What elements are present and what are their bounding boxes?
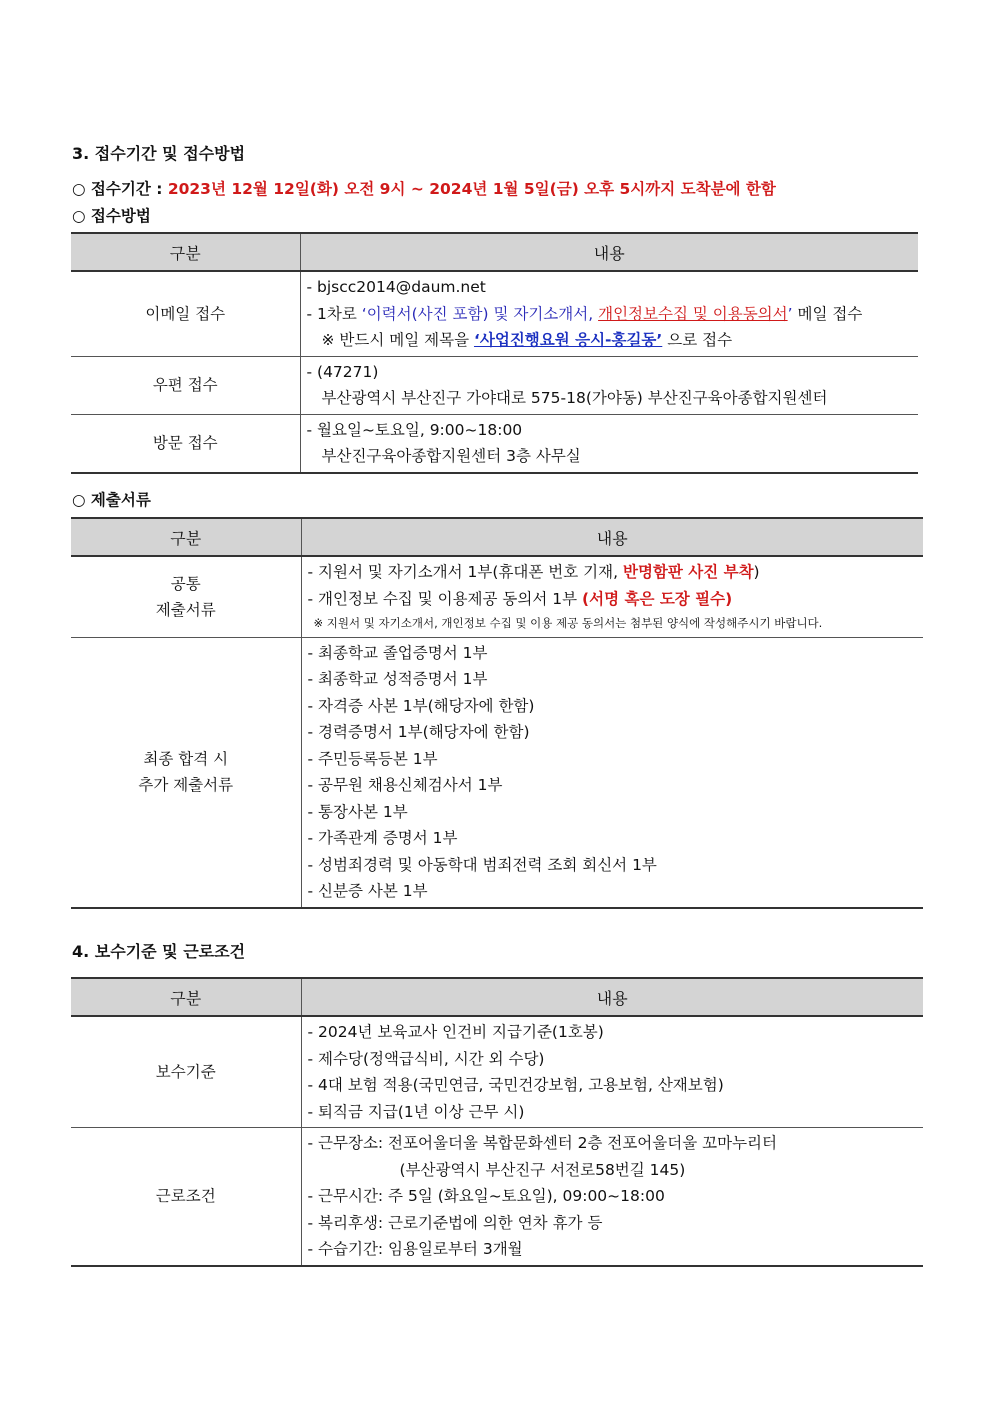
- visit-hours: - 월요일~토요일, 9:00~18:00: [306, 420, 523, 439]
- list-item: - 최종학교 성적증명서 1부: [307, 670, 488, 688]
- work-content: [301, 1128, 923, 1266]
- list-item: - 성범죄경력 및 아동학대 범죄전력 조회 회신서 1부: [307, 855, 657, 874]
- work-probation: - 수습기간: 임용일로부터 3개월: [307, 1240, 523, 1258]
- post-content: [300, 356, 918, 414]
- work-label: 근로조건: [71, 1128, 301, 1266]
- section4-title: 4. 보수기준 및 근로조건: [72, 942, 246, 961]
- work-benefits: - 복리후생: 근로기준법에 의한 연차 휴가 등: [307, 1213, 603, 1232]
- pay-header-right: 내용: [301, 978, 923, 1016]
- common-docs-line1: [308, 559, 924, 586]
- visit-location: 부산진구육아종합지원센터 3층 사무실: [321, 447, 581, 465]
- period-line: [72, 177, 776, 199]
- list-item: - 제수당(정액급식비, 시간 외 수당): [307, 1049, 545, 1068]
- method-label: ○ 접수방법: [72, 207, 151, 225]
- period-label: ○ 접수기간 :: [72, 180, 168, 198]
- work-place: - 근무장소: 전포어울더울 복합문화센터 2층 전포어울더울 꼬마누리터: [307, 1134, 777, 1152]
- final-docs-label: [71, 637, 301, 908]
- list-item: - 4대 보험 적용(국민연금, 국민건강보험, 고용보험, 산재보험): [307, 1076, 724, 1094]
- post-address: 부산광역시 부산진구 가야대로 575-18(가야동) 부산진구육아종합지원센터: [321, 389, 828, 407]
- post-label: 우편 접수: [71, 356, 300, 414]
- method-header-right: 내용: [300, 233, 918, 271]
- final-docs-label-1: 최종 합격 시: [143, 750, 229, 768]
- email-line2-red: 개인정보수집 및 이용동의서: [598, 304, 788, 323]
- common-docs-photo-note: 반명함판 사진 부착: [622, 563, 754, 582]
- method-table: [71, 232, 918, 474]
- docs-header-left: 구분: [71, 518, 301, 556]
- email-line3: [307, 327, 919, 354]
- list-item: - 최종학교 졸업증명서 1부: [307, 643, 488, 662]
- visit-content: [300, 414, 918, 473]
- pay-header-left: 구분: [71, 978, 301, 1016]
- list-item: - 퇴직금 지급(1년 이상 근무 시): [307, 1102, 525, 1121]
- work-hours: - 근무시간: 주 5일 (화요일~토요일), 09:00~18:00: [307, 1187, 665, 1205]
- docs-table: [71, 517, 923, 909]
- list-item: - 2024년 보육교사 인건비 지급기준(1호봉): [307, 1023, 604, 1041]
- common-docs-sign-note: (서명 혹은 도장 필수): [582, 589, 733, 608]
- method-header-left: 구분: [71, 233, 300, 271]
- list-item: - 공무원 채용신체검사서 1부: [307, 776, 503, 794]
- common-docs-label-2: 제출서류: [155, 600, 216, 619]
- final-docs-label-2: 추가 제출서류: [138, 776, 234, 794]
- email-line2: [307, 301, 919, 328]
- email-subject-example: ‘사업진행요원 응시-홍길동’: [473, 331, 663, 349]
- list-item: - 주민등록등본 1부: [307, 749, 438, 768]
- docs-header-right: 내용: [301, 518, 923, 556]
- common-docs-content: [301, 556, 923, 637]
- section3-title: 3. 접수기간 및 접수방법: [72, 144, 246, 163]
- common-docs-line1-post: ): [753, 563, 760, 582]
- post-zipcode: - (47271): [306, 362, 379, 381]
- list-item: - 자격증 사본 1부(해당자에 한함): [307, 696, 535, 715]
- docs-title: ○ 제출서류: [72, 491, 151, 509]
- period-value: 2023년 12월 12일(화) 오전 9시 ~ 2024년 1월 5일(금) 오후 5시까지 도착분에 한함: [167, 180, 776, 198]
- visit-label: 방문 접수: [71, 414, 300, 473]
- email-address: - bjscc2014@daum.net: [306, 278, 486, 296]
- common-docs-line1-pre: - 지원서 및 자기소개서 1부(휴대폰 번호 기재,: [307, 563, 623, 582]
- common-docs-label-1: 공통: [170, 574, 201, 593]
- work-address: (부산광역시 부산진구 서전로58번길 145): [399, 1160, 686, 1179]
- email-content: [300, 271, 918, 356]
- email-line3-pre: ※ 반드시 메일 제목을: [321, 331, 474, 349]
- list-item: - 통장사본 1부: [307, 802, 408, 821]
- final-docs-content: [301, 637, 923, 908]
- common-docs-note: ※ 지원서 및 자기소개서, 개인정보 수집 및 이용 제공 동의서는 첨부된 양식에 작성해주시기 바랍니다.: [313, 616, 823, 631]
- pay-table: [71, 977, 923, 1267]
- list-item: - 신분증 사본 1부: [307, 882, 428, 900]
- common-docs-line2: [308, 586, 924, 613]
- email-line2-post: 메일 접수: [792, 304, 863, 323]
- common-docs-line2-pre: - 개인정보 수집 및 이용제공 동의서 1부: [307, 589, 583, 608]
- common-docs-label: [71, 556, 301, 637]
- email-line2-pre: - 1차로: [306, 304, 362, 323]
- list-item: - 경력증명서 1부(해당자에 한함): [307, 723, 530, 741]
- email-label: 이메일 접수: [71, 271, 300, 356]
- list-item: - 가족관계 증명서 1부: [307, 829, 458, 847]
- email-line2-quote: ’: [787, 304, 793, 323]
- email-line3-post: 으로 접수: [662, 331, 733, 349]
- email-line2-blue: ‘이력서(사진 포함) 및 자기소개서,: [361, 304, 594, 323]
- pay-content: [301, 1016, 923, 1128]
- pay-label: 보수기준: [71, 1016, 301, 1128]
